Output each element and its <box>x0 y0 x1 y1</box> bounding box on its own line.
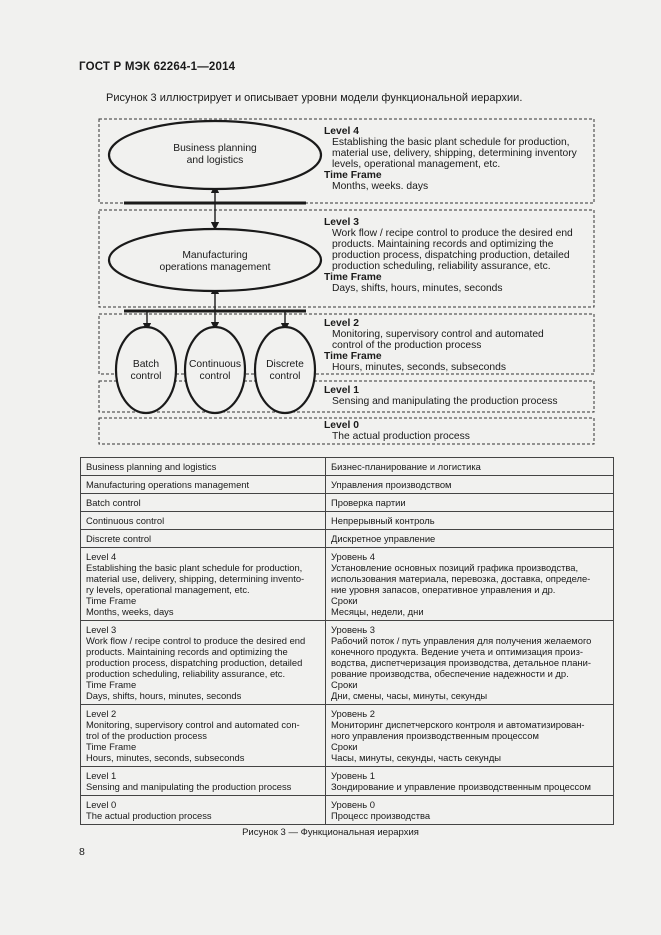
table-row <box>81 476 614 494</box>
cell-line: Sensing and manipulating the production process <box>86 781 292 792</box>
table-row <box>81 705 614 767</box>
table-row <box>81 621 614 705</box>
level-0-description: Level 0 The actual production process <box>324 420 470 442</box>
page-number: 8 <box>79 846 85 858</box>
russian-cell <box>326 621 614 705</box>
continuous-control-label: Continuous control <box>188 359 242 382</box>
cell-line: Проверка партии <box>331 497 406 508</box>
manufacturing-label: Manufacturing operations management <box>159 250 271 273</box>
functional-hierarchy-diagram <box>0 0 661 450</box>
russian-cell <box>326 796 614 825</box>
level-3-description: Level 3 Work flow / recipe control to produce the desired end products. Maintaining records and optimizing the production process, dispatching production, detailed production scheduling, reliability assurance, etc. Time Frame Days, shifts, hours, minutes, seconds <box>324 217 573 294</box>
cell-line: Level 4 <box>86 551 117 562</box>
table-row <box>81 530 614 548</box>
table-row <box>81 796 614 825</box>
cell-line: Business planning and logistics <box>86 461 217 472</box>
cell-line: Уровень 1 <box>331 770 375 781</box>
cell-line: Уровень 4 <box>331 551 375 562</box>
cell-line: Establishing the basic plant schedule for production, <box>86 562 303 573</box>
translation-table <box>80 457 614 825</box>
cell-line: Monitoring, supervisory control and automated con- <box>86 719 300 730</box>
cell-line: Процесс производства <box>331 810 431 821</box>
russian-cell <box>326 458 614 476</box>
cell-line: Дискретное управление <box>331 533 436 544</box>
cell-line: Зондирование и управление производственным процессом <box>331 781 591 792</box>
russian-cell <box>326 494 614 512</box>
cell-line: Часы, минуты, секунды, часть секунды <box>331 752 502 763</box>
cell-line: ного управления производственным процессом <box>331 730 539 741</box>
cell-line: Continuous control <box>86 515 165 526</box>
russian-cell <box>326 476 614 494</box>
level-4-description: Level 4 Establishing the basic plant schedule for production, material use, delivery, shipping, determining inventory levels, operational management, etc. Time Frame Months, weeks. days <box>324 126 577 192</box>
english-cell <box>81 512 326 530</box>
cell-line: Discrete control <box>86 533 152 544</box>
english-cell <box>81 548 326 621</box>
cell-line: Установление основных позиций графика производства, <box>331 562 579 573</box>
cell-line: Месяцы, недели, дни <box>331 606 424 617</box>
cell-line: Уровень 3 <box>331 624 375 635</box>
cell-line: Batch control <box>86 497 141 508</box>
cell-line: Days, shifts, hours, minutes, seconds <box>86 690 242 701</box>
cell-line: products. Maintaining records and optimizing the <box>86 646 288 657</box>
cell-line: Управления производством <box>331 479 452 490</box>
cell-line: Level 1 <box>86 770 117 781</box>
cell-line: Бизнес-планирование и логистика <box>331 461 481 472</box>
table-row <box>81 548 614 621</box>
russian-cell <box>326 512 614 530</box>
cell-line: The actual production process <box>86 810 212 821</box>
table-row <box>81 512 614 530</box>
level-1-description: Level 1 Sensing and manipulating the production process <box>324 385 558 407</box>
cell-line: Мониторинг диспетчерского контроля и автоматизирован- <box>331 719 585 730</box>
english-cell <box>81 530 326 548</box>
table-row <box>81 494 614 512</box>
cell-line: Level 0 <box>86 799 117 810</box>
cell-line: Time Frame <box>86 679 137 690</box>
business-planning-label: Business planning and logistics <box>173 143 257 166</box>
cell-line: ry levels, operational management, etc. <box>86 584 250 595</box>
table-row <box>81 767 614 796</box>
cell-line: водства, диспетчеризация производства, детальное плани- <box>331 657 591 668</box>
cell-line: Сроки <box>331 741 358 752</box>
level-2-description: Level 2 Monitoring, supervisory control and automated control of the production process Time Frame Hours, minutes, seconds, subseconds <box>324 318 544 373</box>
english-cell <box>81 796 326 825</box>
cell-line: trol of the production process <box>86 730 207 741</box>
english-cell <box>81 458 326 476</box>
document-header: ГОСТ Р МЭК 62264-1—2014 <box>79 61 236 73</box>
cell-line: Level 3 <box>86 624 117 635</box>
russian-cell <box>326 530 614 548</box>
discrete-control-label: Discrete control <box>266 359 304 382</box>
cell-line: Time Frame <box>86 595 137 606</box>
russian-cell <box>326 548 614 621</box>
batch-control-label: Batch control <box>130 359 162 382</box>
cell-line: Непрерывный контроль <box>331 515 435 526</box>
cell-line: production scheduling, reliability assurance, etc. <box>86 668 286 679</box>
cell-line: Рабочий поток / путь управления для получения желаемого <box>331 635 592 646</box>
figure-caption: Рисунок 3 — Функциональная иерархия <box>242 827 419 838</box>
cell-line: Дни, смены, часы, минуты, секунды <box>331 690 488 701</box>
intro-paragraph: Рисунок 3 иллюстрирует и описывает уровни модели функциональной иерархии. <box>106 92 523 104</box>
cell-line: использования материала, перевозка, доставка, определе- <box>331 573 591 584</box>
english-cell <box>81 621 326 705</box>
cell-line: ние уровня запасов, оперативное управления и др. <box>331 584 556 595</box>
cell-line: Level 2 <box>86 708 117 719</box>
table-row <box>81 458 614 476</box>
cell-line: Work flow / recipe control to produce the desired end <box>86 635 306 646</box>
english-cell <box>81 705 326 767</box>
cell-line: конечного продукта. Ведение учета и оптимизация произ- <box>331 646 584 657</box>
cell-line: Hours, minutes, seconds, subseconds <box>86 752 245 763</box>
cell-line: Сроки <box>331 595 358 606</box>
english-cell <box>81 767 326 796</box>
cell-line: Сроки <box>331 679 358 690</box>
cell-line: production process, dispatching production, detailed <box>86 657 303 668</box>
cell-line: Уровень 0 <box>331 799 375 810</box>
russian-cell <box>326 767 614 796</box>
english-cell <box>81 476 326 494</box>
russian-cell <box>326 705 614 767</box>
cell-line: рование производства, обеспечение надежности и др. <box>331 668 569 679</box>
cell-line: Manufacturing operations management <box>86 479 250 490</box>
cell-line: Time Frame <box>86 741 137 752</box>
english-cell <box>81 494 326 512</box>
cell-line: material use, delivery, shipping, determining invento- <box>86 573 305 584</box>
cell-line: Уровень 2 <box>331 708 375 719</box>
cell-line: Months, weeks, days <box>86 606 174 617</box>
